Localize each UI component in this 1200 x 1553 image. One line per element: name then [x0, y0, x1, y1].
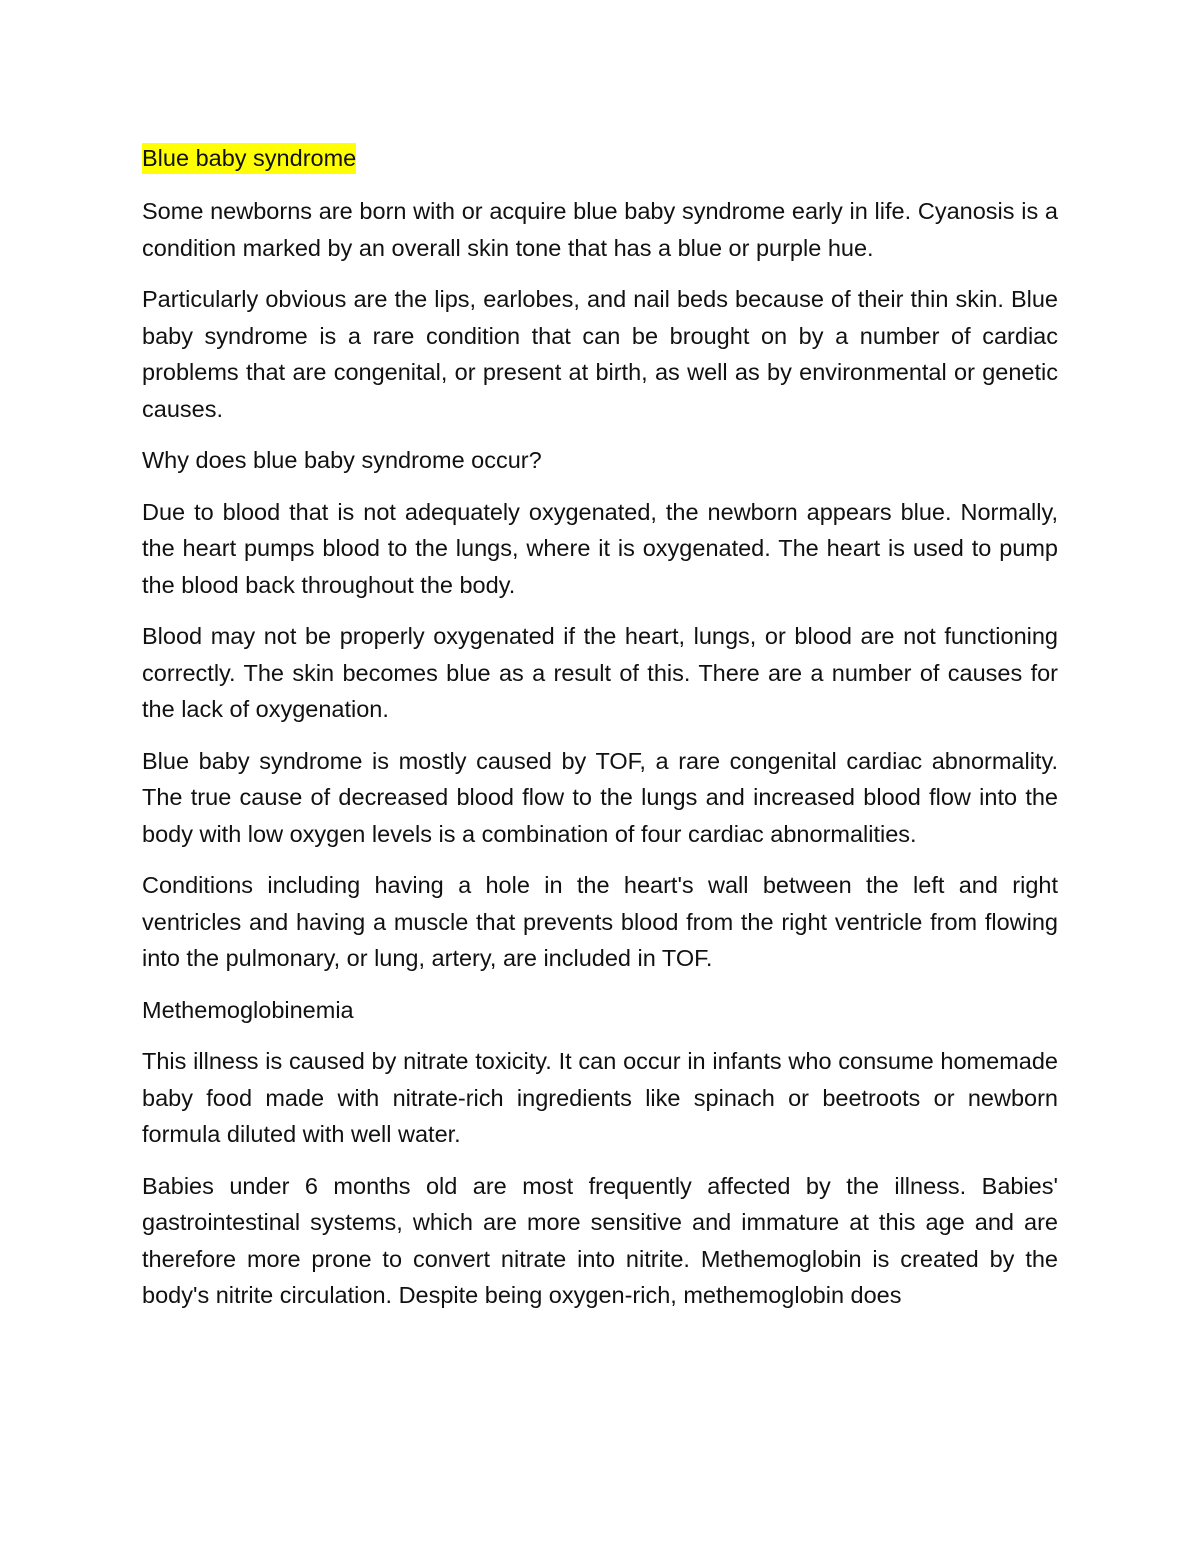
body-paragraph: Blood may not be properly oxygenated if the heart, lungs, or blood are not functioning correctly. The skin becomes blue as a result of this. There are a number of causes for the lack of oxygenation. — [142, 623, 1058, 722]
section-heading: Methemoglobinemia — [142, 996, 354, 1023]
body-paragraph: This illness is caused by nitrate toxicity. It can occur in infants who consume homemade baby food made with nitrate-rich ingredients like spinach or beetroots or newborn formula diluted with well water. — [142, 1048, 1058, 1147]
body-paragraph: Conditions including having a hole in the heart's wall between the left and right ventricles and having a muscle that prevents blood from the right ventricle from flowing into the pulmonary, or lung, artery, are included in TOF. — [142, 872, 1058, 971]
document-body — [142, 140, 1058, 1329]
body-paragraph: Due to blood that is not adequately oxygenated, the newborn appears blue. Normally, the heart pumps blood to the lungs, where it is oxygenated. The heart is used to pump the blood back throughout the body. — [142, 498, 1058, 598]
body-paragraph: Blue baby syndrome is mostly caused by TOF, a rare congenital cardiac abnormality. The true cause of decreased blood flow to the lungs and increased blood flow into the body with low oxygen levels is a combination of four cardiac abnormalities. — [142, 747, 1058, 847]
body-paragraph: Babies under 6 months old are most frequently affected by the illness. Babies' gastrointestinal systems, which are more sensitive and immature at this age and are therefore more prone to convert nitrate into nitrite. Methemoglobin is created by the body's nitrite circulation. Despite being oxygen-rich, methemoglobin does — [142, 1172, 1058, 1308]
document-title: Blue baby syndrome — [142, 143, 356, 174]
document-blocks — [142, 193, 1058, 1314]
title-line — [142, 140, 1058, 178]
section-heading: Why does blue baby syndrome occur? — [142, 447, 542, 473]
body-paragraph: Some newborns are born with or acquire blue baby syndrome early in life. Cyanosis is a condition marked by an overall skin tone that has a blue or purple hue. — [142, 198, 1058, 261]
body-paragraph: Particularly obvious are the lips, earlobes, and nail beds because of their thin skin. Blue baby syndrome is a rare condition that can be brought on by a number of cardiac problems that are congenital, or present at birth, as well as by environmental or genetic causes. — [142, 286, 1058, 422]
